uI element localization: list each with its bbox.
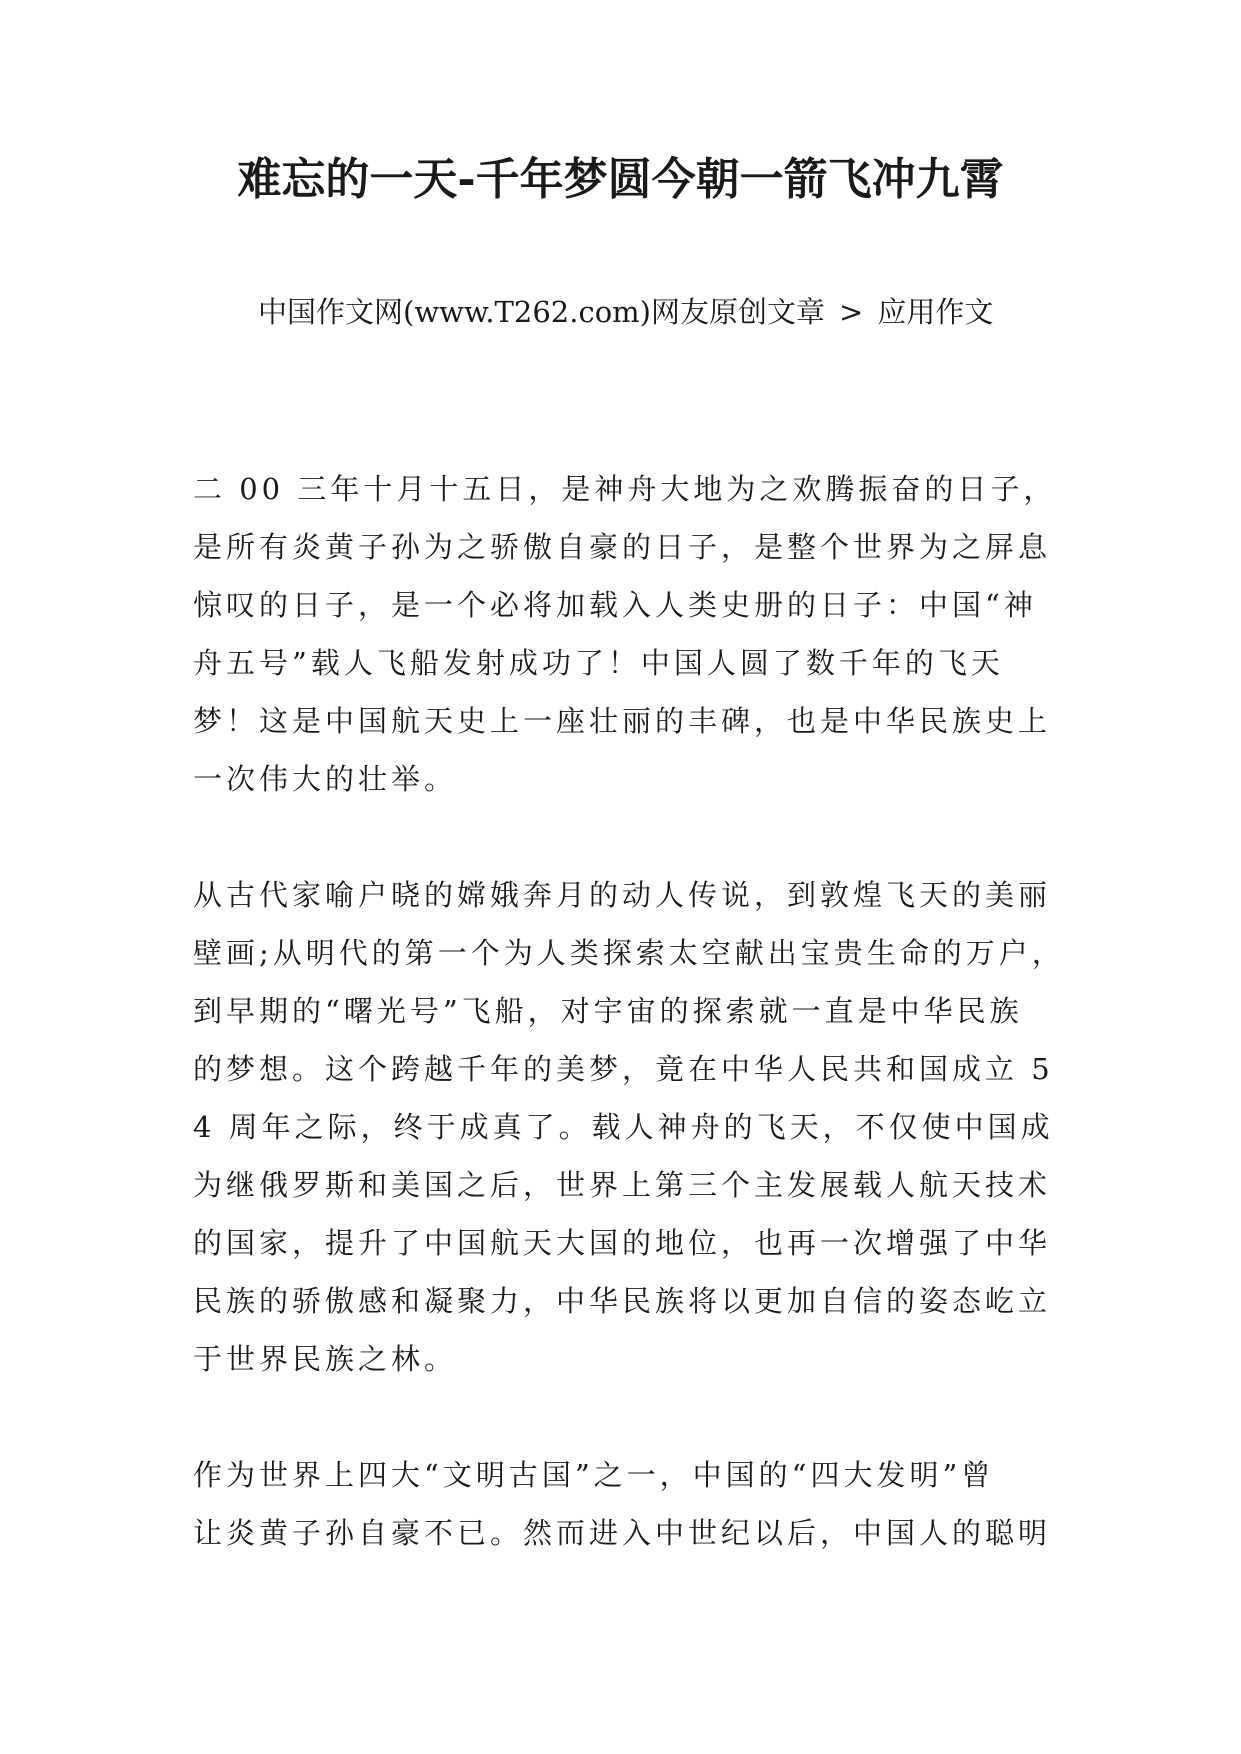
paragraph-line: 民族的骄傲感和凝聚力，中华民族将以更加自信的姿态屹立 (193, 1284, 1052, 1318)
paragraph-1 (193, 460, 1057, 808)
paragraph-line: 舟五号”载人飞船发射成功了！中国人圆了数千年的飞天 (193, 646, 1004, 680)
source-category: 应用作文 (877, 295, 994, 329)
paragraph-line: 从古代家喻户晓的嫦娥奔月的动人传说，到敦煌飞天的美丽 (193, 878, 1052, 912)
paragraph-line: 到早期的“曙光号”飞船，对宇宙的探索就一直是中华民族 (193, 994, 1023, 1028)
paragraph-line: 的梦想。这个跨越千年的美梦，竟在中华人民共和国成立 5 (193, 1052, 1054, 1086)
source-site: 中国作文网(www.T262.com)网友原创文章 (258, 295, 825, 329)
paragraph-line: 壁画;从明代的第一个为人类探索太空献出宝贵生命的万户， (193, 936, 1065, 970)
paragraph-line: 的国家，提升了中国航天大国的地位，也再一次增强了中华 (193, 1226, 1052, 1260)
paragraph-line: 是所有炎黄子孙为之骄傲自豪的日子，是整个世界为之屏息 (193, 530, 1052, 564)
article-body (193, 460, 1065, 1620)
paragraph-line: 4 周年之际，终于成真了。载人神舟的飞天，不仅使中国成 (193, 1110, 1054, 1144)
paragraph-line: 作为世界上四大“文明古国”之一，中国的“四大发明”曾 (193, 1458, 995, 1492)
paragraph-line: 一次伟大的壮举。 (193, 762, 458, 796)
paragraph-line: 于世界民族之林。 (193, 1342, 458, 1376)
source-line (258, 292, 1058, 332)
paragraph-line: 惊叹的日子，是一个必将加载入人类史册的日子：中国“神 (193, 588, 1037, 622)
paragraph-line: 梦！这是中国航天史上一座壮丽的丰碑，也是中华民族史上 (193, 704, 1052, 738)
breadcrumb-separator: > (839, 295, 864, 329)
paragraph-line: 二 00 三年十月十五日，是神舟大地为之欢腾振奋的日子， (193, 472, 1057, 506)
paragraph-2 (193, 866, 1065, 1388)
paragraph-line: 让炎黄子孙自豪不已。然而进入中世纪以后，中国人的聪明 (193, 1516, 1052, 1550)
document-title: 难忘的一天-千年梦圆今朝一箭飞冲九霄 (237, 154, 1004, 205)
paragraph-3 (193, 1446, 1057, 1562)
paragraph-line: 为继俄罗斯和美国之后，世界上第三个主发展载人航天技术 (193, 1168, 1052, 1202)
